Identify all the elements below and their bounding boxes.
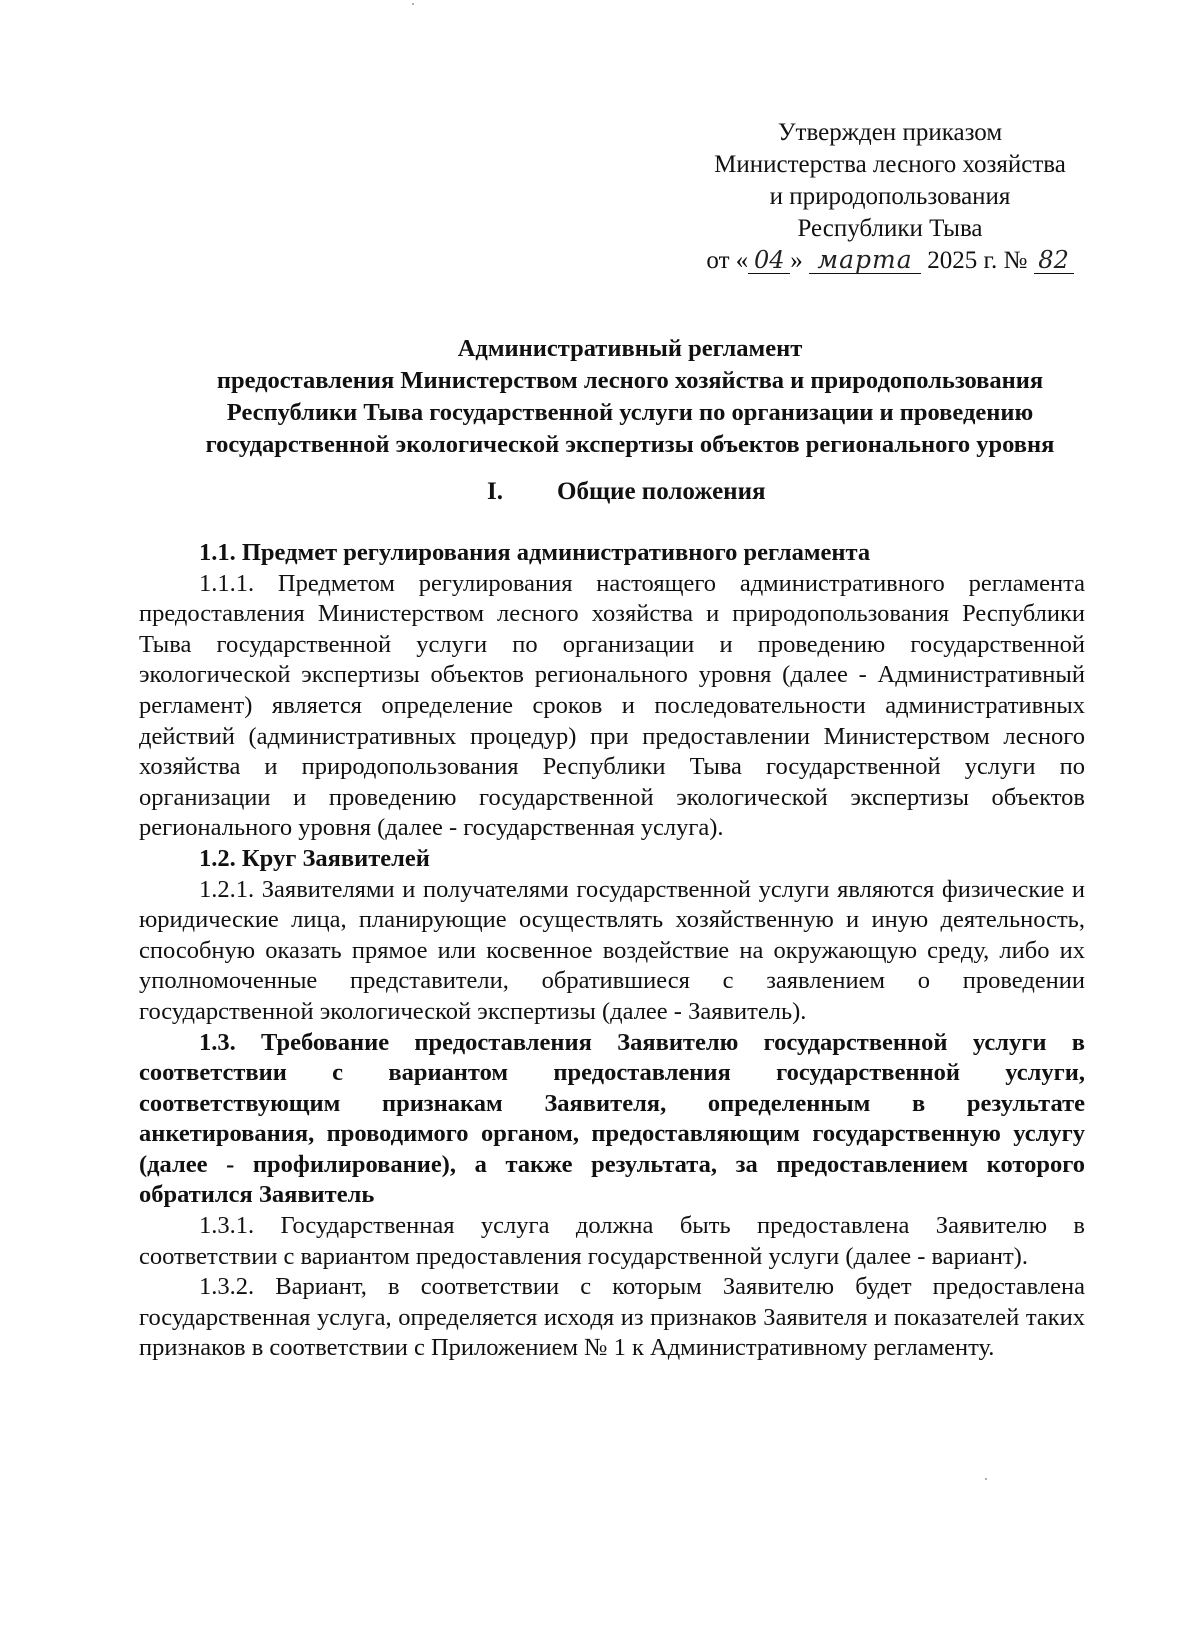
document-body xyxy=(139,538,1085,1364)
approval-line: Утвержден приказом xyxy=(777,119,1003,146)
document-title xyxy=(150,333,1110,461)
section-heading xyxy=(487,476,766,508)
title-line: Республики Тыва государственной услуги по организации и проведению xyxy=(226,399,1034,426)
approval-date-line xyxy=(690,245,1090,277)
paragraph: 1.2.1. Заявителями и получателями государственной услуги являются физические и юридические лица, планирующие осуществлять хозяйственную и иную деятельность, способную оказать прямое или косвенное воздействие на окружающую среду, либо их уполномоченные представители, обратившиеся с заявлением о проведении государственной экологической экспертизы (далее - Заявитель). xyxy=(139,875,1085,1025)
paragraph: 1.3.2. Вариант, в соответствии с которым Заявителю будет предоставлена государственная услуга, определяется исходя из признаков Заявителя и показателей таких признаков в соответствии с Приложением № 1 к Административному регламенту. xyxy=(139,1273,1085,1362)
approval-line: Республики Тыва xyxy=(797,215,983,242)
date-prefix: от « xyxy=(706,247,749,274)
subsection-heading: 1.3. Требование предоставления Заявителю государственной услуги в соответствии с вариантом предоставления государственной услуги, соответствующим признакам Заявителя, определенным в результате анкетирования, проводимого органом, предоставляющим государственную услугу (далее - профилирование), а также результата, за предоставлением которого обратился Заявитель xyxy=(139,1028,1085,1209)
subsection-heading: 1.1. Предмет регулирования административного регламента xyxy=(199,539,871,566)
section-number: I. xyxy=(487,478,503,505)
handwritten-month: марта xyxy=(809,247,921,274)
title-line: предоставления Министерством лесного хозяйства и природопользования xyxy=(216,367,1044,394)
paragraph: 1.3.1. Государственная услуга должна быть предоставлена Заявителю в соответствии с вариантом предоставления государственной услуги (далее - вариант). xyxy=(139,1212,1085,1270)
date-mid: » xyxy=(790,247,803,274)
scan-speck xyxy=(985,1478,987,1480)
handwritten-day: 04 xyxy=(748,247,790,274)
scan-speck xyxy=(412,3,414,5)
title-line: государственной экологической экспертизы объектов регионального уровня xyxy=(205,431,1055,458)
handwritten-order-number: 82 xyxy=(1034,247,1074,274)
paragraph: 1.1.1. Предметом регулирования настоящего административного регламента предоставления Министерством лесного хозяйства и природопользования Республики Тыва государственной услуги по организации и проведению государственной экологической экспертизы объектов регионального уровня (далее - Административный регламент) является определение сроков и последовательности административных действий (административных процедур) при предоставлении Министерством лесного хозяйства и природопользования Республики Тыва государственной услуги по организации и проведению государственной экологической экспертизы объектов регионального уровня (далее - государственная услуга). xyxy=(139,569,1085,842)
year-number-label: 2025 г. № xyxy=(927,247,1028,274)
title-line: Административный регламент xyxy=(457,335,803,362)
approval-line: и природопользования xyxy=(769,183,1011,210)
section-title: Общие положения xyxy=(557,478,766,505)
subsection-heading: 1.2. Круг Заявителей xyxy=(199,844,430,872)
approval-line: Министерства лесного хозяйства xyxy=(714,151,1066,178)
approval-block xyxy=(690,117,1090,277)
